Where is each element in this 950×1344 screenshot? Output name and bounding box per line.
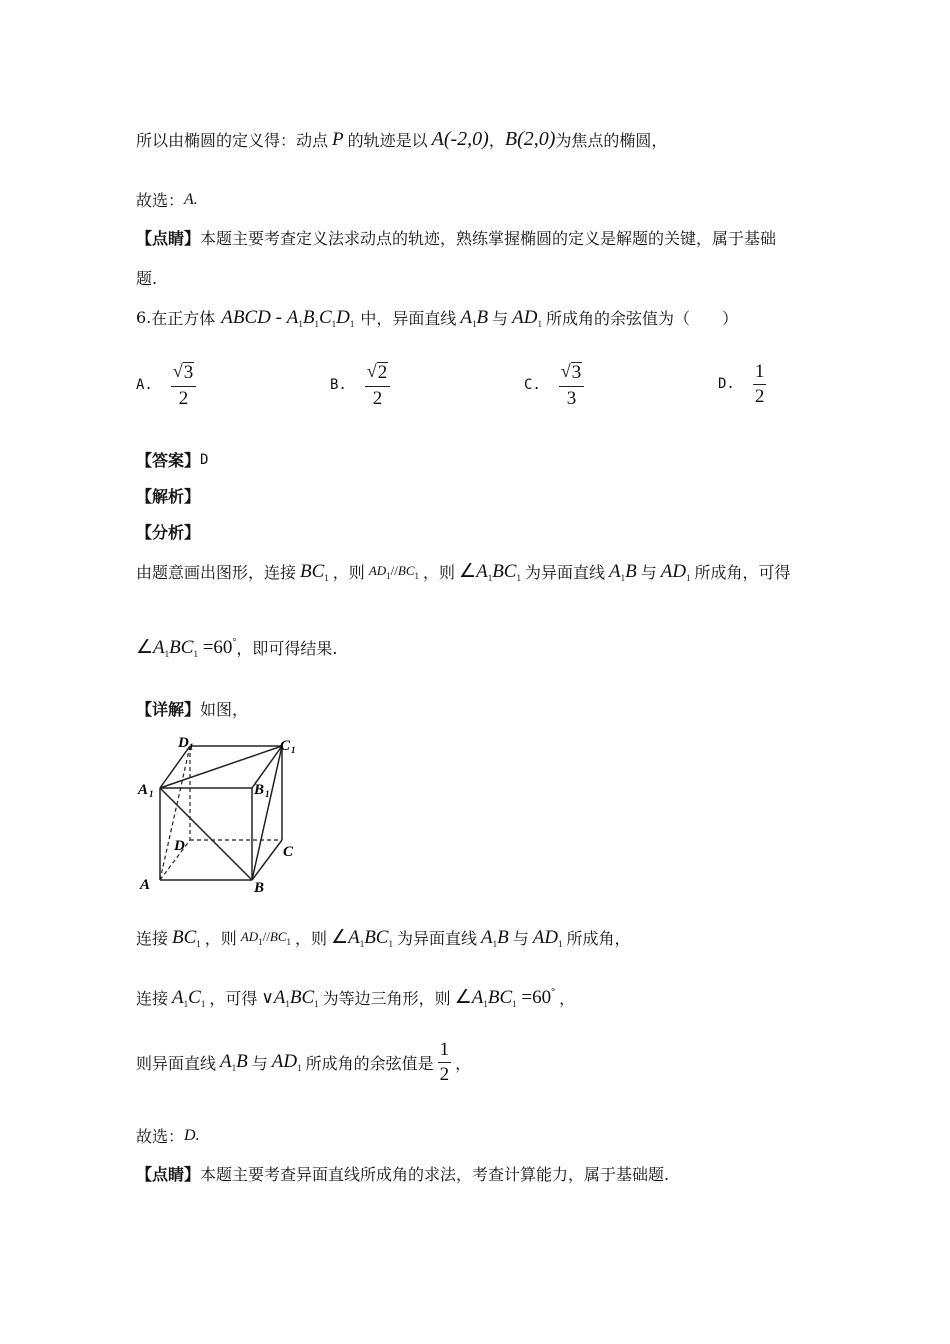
text: 故选：	[136, 1127, 185, 1146]
text: 所成角的余弦值为（ ）	[545, 309, 738, 328]
option-label: C.	[524, 377, 541, 394]
fraction: √ 3 3	[559, 362, 584, 409]
line-ad1: $AD_1$	[512, 306, 542, 329]
detail-line-1	[136, 926, 631, 949]
option-label: B.	[330, 377, 347, 394]
text: 所成角，可得	[694, 563, 791, 582]
option-c[interactable]	[524, 362, 588, 409]
text: 为异面直线	[524, 563, 605, 582]
ellipse-conclusion-line	[136, 128, 667, 151]
cosine-value: $\frac{1}{2}$	[439, 1039, 450, 1085]
text: 与	[512, 929, 529, 948]
label-b: B	[254, 880, 265, 896]
text: ，	[455, 1053, 472, 1073]
note-line-cont	[136, 266, 157, 289]
analysis-heading	[136, 484, 200, 507]
label-a1-sub: 1	[149, 789, 154, 799]
text: ，则	[295, 929, 328, 948]
choice: D.	[184, 1126, 200, 1144]
label-a1: A	[138, 782, 149, 798]
parallel-relation: $AD_1//BC_1$	[368, 562, 420, 581]
text: 为异面直线	[396, 929, 477, 948]
cube-figure	[132, 730, 302, 900]
cube-name: ABCD - $A_1B_1C_1D_1$	[221, 306, 355, 329]
text: 故选：	[136, 191, 185, 210]
text: ，可得	[209, 989, 258, 1008]
answer-line	[136, 448, 208, 471]
choice-line-prev	[136, 188, 198, 211]
focus-a: A(-2,0)	[431, 128, 489, 150]
line-ad1: $AD_1$	[532, 926, 563, 949]
text: 连接	[136, 989, 169, 1008]
note-tag: 【点睛】	[136, 1165, 201, 1184]
point-p: P	[332, 128, 344, 150]
line-a1b: $A_1B$	[220, 1051, 248, 1074]
parallel-relation: $AD_1//BC_1$	[240, 928, 292, 947]
angle-equation: $\angle A_1BC_1 =60^\circ$	[454, 987, 556, 1009]
focus-b: B(2,0)	[504, 128, 556, 150]
a1c1: $A_1C_1$	[172, 986, 206, 1009]
text: 由题意画出图形，连接	[136, 563, 297, 582]
label-d1-sub: 1	[189, 742, 194, 752]
text: ，	[488, 131, 505, 150]
line-a1b: $A_1B$	[460, 306, 489, 329]
fenxi-heading	[136, 520, 200, 543]
question-6	[136, 306, 738, 329]
line-a1b: $A_1B$	[480, 926, 509, 949]
note-line	[136, 226, 776, 249]
option-d[interactable]	[718, 362, 770, 407]
text: 所以由椭圆的定义得：动点	[136, 131, 329, 150]
detail-line-2	[136, 986, 575, 1009]
text: 与	[640, 563, 657, 582]
label-c1-sub: 1	[291, 745, 296, 755]
note-text: 本题主要考查定义法求动点的轨迹，熟练掌握椭圆的定义是解题的关键，属于基础	[200, 229, 777, 248]
line-ad1: $AD_1$	[271, 1051, 302, 1074]
note-text: 本题主要考查异面直线所成角的求法，考查计算能力，属于基础题.	[200, 1165, 670, 1184]
answer-value: D	[200, 451, 209, 468]
text: 中，异面直线	[360, 309, 457, 328]
angle: $\angle A_1BC_1$	[459, 561, 521, 583]
text: 题.	[136, 269, 158, 288]
text: 为焦点的椭圆，	[555, 131, 668, 150]
fraction: √ 3 2	[171, 362, 196, 409]
label-d1: D	[178, 735, 189, 751]
label-c: C	[283, 844, 294, 860]
option-label: A.	[136, 377, 153, 394]
analysis-tag: 【解析】	[136, 487, 201, 506]
text: 与	[492, 309, 509, 328]
text: 为等边三角形，则	[322, 989, 451, 1008]
angle-equation: $\angle A_1BC_1 =60^\circ$	[136, 637, 237, 659]
note-tag: 【点睛】	[136, 229, 201, 248]
diag-a1b	[160, 788, 252, 880]
text: ，	[559, 989, 576, 1008]
text: 所成角的余弦值是	[305, 1053, 434, 1073]
text: ，则	[423, 563, 456, 582]
text: 连接	[136, 929, 169, 948]
label-a: A	[140, 877, 151, 893]
text: 在正方体	[151, 309, 216, 328]
fraction: $\frac{1}{2}$	[754, 361, 765, 407]
text: 的轨迹是以	[347, 131, 428, 150]
text: 则异面直线	[136, 1053, 217, 1073]
option-b[interactable]	[330, 362, 394, 409]
text: 所成角，	[566, 929, 631, 948]
label-b1: B	[254, 782, 265, 798]
fenxi-tag: 【分析】	[136, 523, 201, 542]
detail-heading	[136, 697, 248, 720]
text: ，即可得结果.	[236, 639, 338, 658]
final-choice-line	[136, 1124, 200, 1147]
choice: A.	[184, 190, 198, 208]
option-a[interactable]	[136, 362, 200, 409]
label-c1: C	[280, 738, 291, 754]
label-d: D	[174, 838, 185, 854]
option-label: D.	[718, 376, 735, 393]
answer-tag: 【答案】	[136, 451, 201, 470]
question-number: 6.	[136, 308, 152, 327]
fenxi-line-2	[136, 636, 338, 659]
text: 与	[251, 1053, 268, 1073]
line-a1b: $A_1B$	[608, 560, 637, 583]
text: ，则	[332, 563, 365, 582]
bc1: $BC_1$	[300, 560, 329, 583]
triangle: $\vee A_1BC_1$	[261, 986, 319, 1009]
line-ad1: $AD_1$	[660, 560, 691, 583]
fraction: √ 2 2	[365, 362, 390, 409]
bc1: $BC_1$	[172, 926, 201, 949]
label-b1-sub: 1	[265, 789, 270, 799]
text: ，则	[204, 929, 237, 948]
detail-tag: 【详解】	[136, 700, 201, 719]
final-note-line	[136, 1162, 669, 1185]
text: 如图，	[200, 700, 249, 719]
detail-line-3	[136, 1040, 471, 1085]
fenxi-line-1	[136, 560, 791, 583]
angle: $\angle A_1BC_1$	[331, 927, 393, 949]
